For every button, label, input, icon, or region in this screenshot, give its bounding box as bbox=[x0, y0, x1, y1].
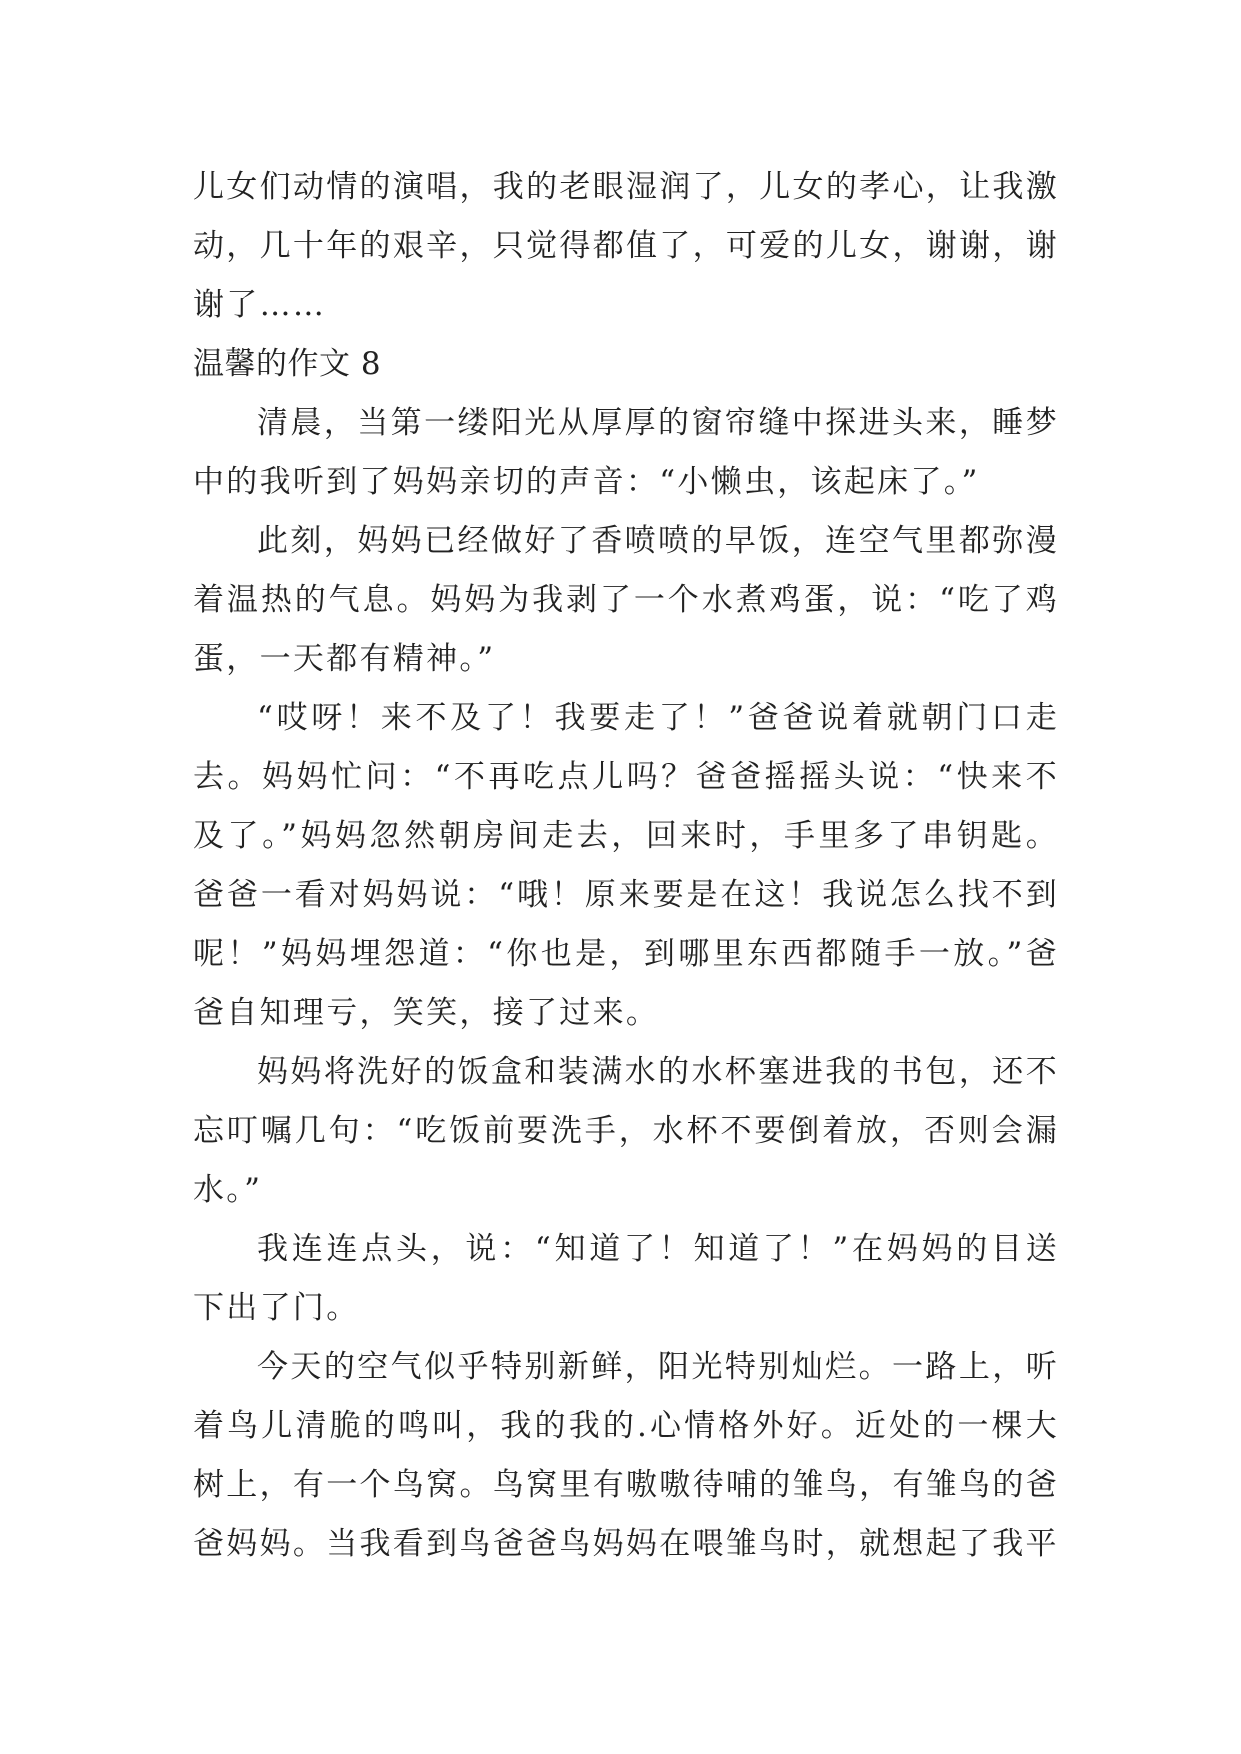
document-body bbox=[193, 158, 1059, 1574]
paragraph: 我连连点头，说：“知道了！知道了！”在妈妈的目送下出了门。 bbox=[193, 1231, 1059, 1326]
paragraph: 今天的空气似乎特别新鲜，阳光特别灿烂。一路上，听着鸟儿清脆的鸣叫，我的我的.心情格外好。近处的一棵大树上，有一个鸟窝。鸟窝里有嗷嗷待哺的雏鸟，有雏鸟的爸爸妈妈。当我看到鸟爸爸鸟妈妈在喂雏鸟时，就想起了我平 bbox=[193, 1349, 1059, 1562]
paragraph: 妈妈将洗好的饭盒和装满水的水杯塞进我的书包，还不忘叮嘱几句：“吃饭前要洗手，水杯不要倒着放，否则会漏水。” bbox=[193, 1054, 1059, 1208]
paragraph: 儿女们动情的演唱，我的老眼湿润了，儿女的孝心，让我激动，几十年的艰辛，只觉得都值了，可爱的儿女，谢谢，谢谢了…… bbox=[193, 169, 1059, 323]
paragraph: “哎呀！来不及了！我要走了！”爸爸说着就朝门口走去。妈妈忙问：“不再吃点儿吗？爸爸摇摇头说：“快来不及了。”妈妈忽然朝房间走去，回来时，手里多了串钥匙。爸爸一看对妈妈说：“哦！原来要是在这！我说怎么找不到呢！”妈妈埋怨道：“你也是，到哪里东西都随手一放。”爸爸自知理亏，笑笑，接了过来。 bbox=[193, 700, 1059, 1031]
paragraph: 清晨，当第一缕阳光从厚厚的窗帘缝中探进头来，睡梦中的我听到了妈妈亲切的声音：“小懒虫，该起床了。” bbox=[193, 405, 1059, 500]
section-title: 温馨的作文 8 bbox=[193, 346, 382, 382]
paragraph: 此刻，妈妈已经做好了香喷喷的早饭，连空气里都弥漫着温热的气息。妈妈为我剥了一个水煮鸡蛋，说：“吃了鸡蛋，一天都有精神。” bbox=[193, 523, 1059, 677]
